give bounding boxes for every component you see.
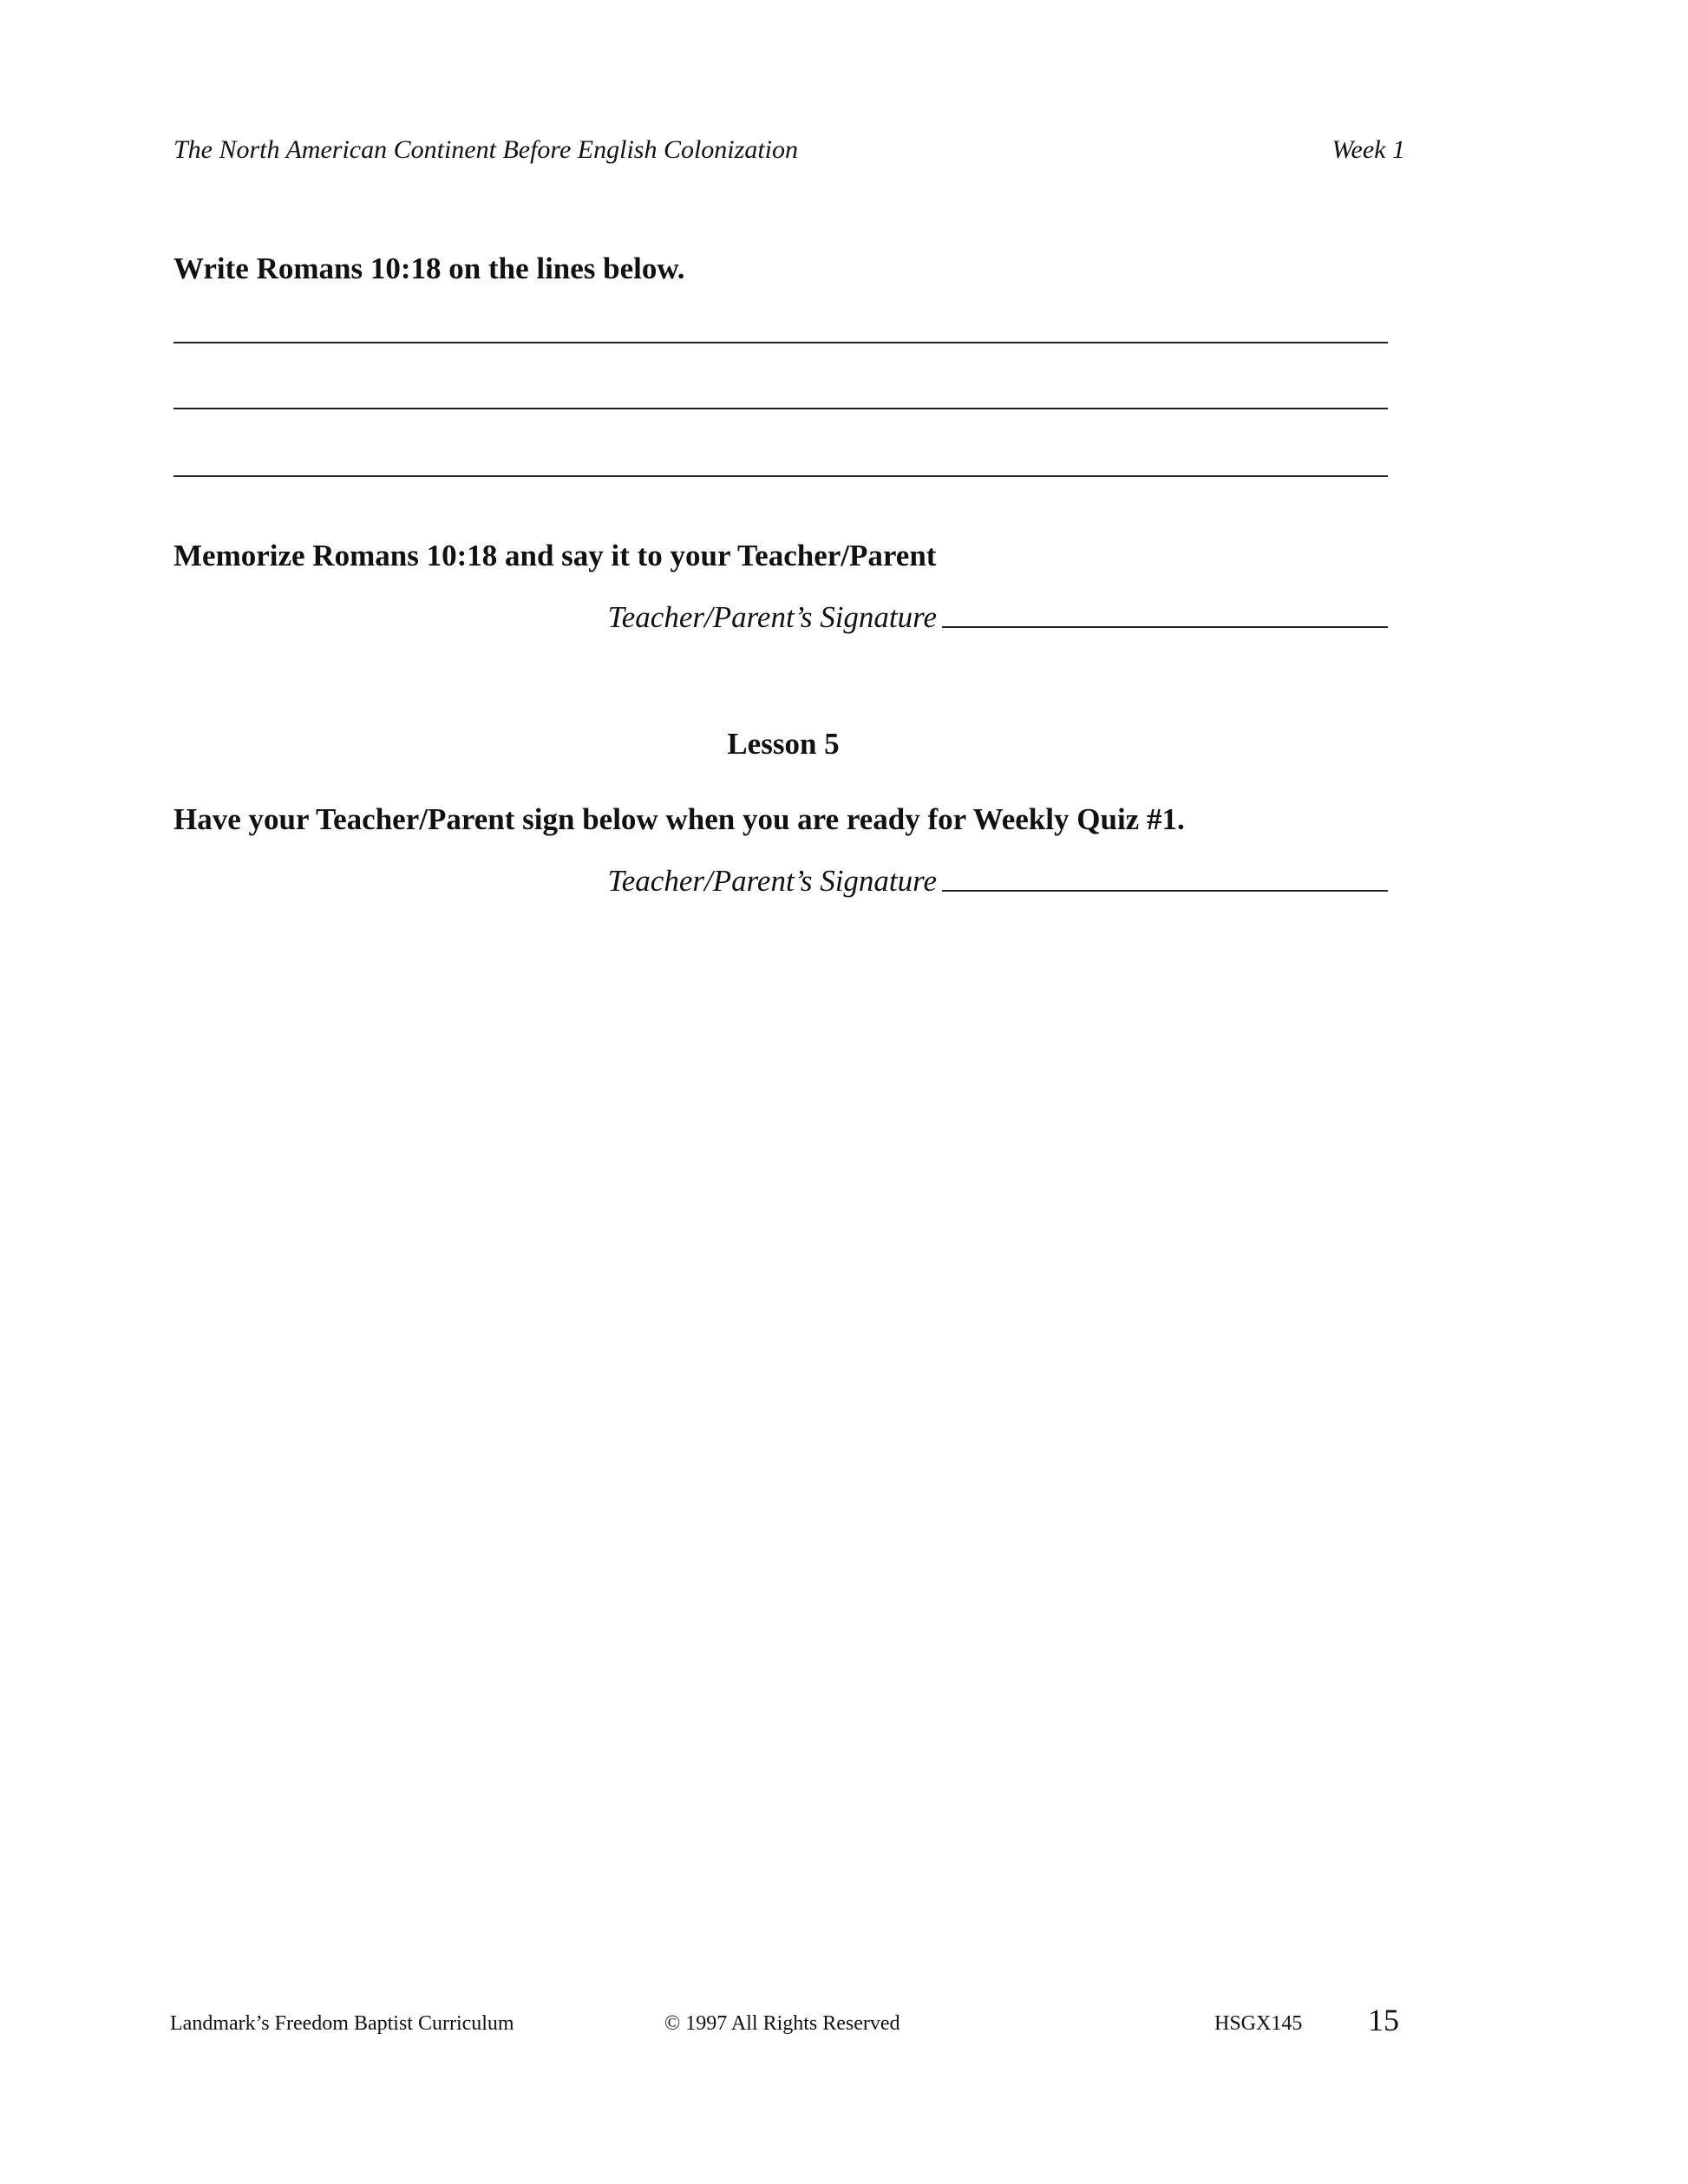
memorize-signature-row xyxy=(608,600,1388,635)
quiz-instruction: Have your Teacher/Parent sign below when you are ready for Weekly Quiz #1. xyxy=(173,802,1185,836)
header-week: Week 1 xyxy=(1331,135,1405,164)
lesson-heading: Lesson 5 xyxy=(727,727,840,761)
footer-curriculum: Landmark’s Freedom Baptist Curriculum xyxy=(170,2012,514,2035)
signature-line[interactable] xyxy=(942,626,1388,628)
signature-label: Teacher/Parent’s Signature xyxy=(607,864,937,898)
writing-line-3[interactable] xyxy=(173,475,1388,477)
writing-line-1[interactable] xyxy=(173,342,1388,343)
writing-line-2[interactable] xyxy=(173,408,1388,409)
quiz-signature-row xyxy=(608,864,1388,899)
signature-label: Teacher/Parent’s Signature xyxy=(607,600,937,634)
footer-copyright: © 1997 All Rights Reserved xyxy=(664,2012,900,2035)
write-verse-instruction: Write Romans 10:18 on the lines below. xyxy=(173,252,685,285)
memorize-verse-instruction: Memorize Romans 10:18 and say it to your Teacher/Parent xyxy=(173,539,937,572)
page-number: 15 xyxy=(1368,2003,1399,2037)
footer-code: HSGX145 xyxy=(1214,2012,1303,2035)
signature-line[interactable] xyxy=(942,890,1388,892)
header-title: The North American Continent Before English Colonization xyxy=(173,135,798,164)
